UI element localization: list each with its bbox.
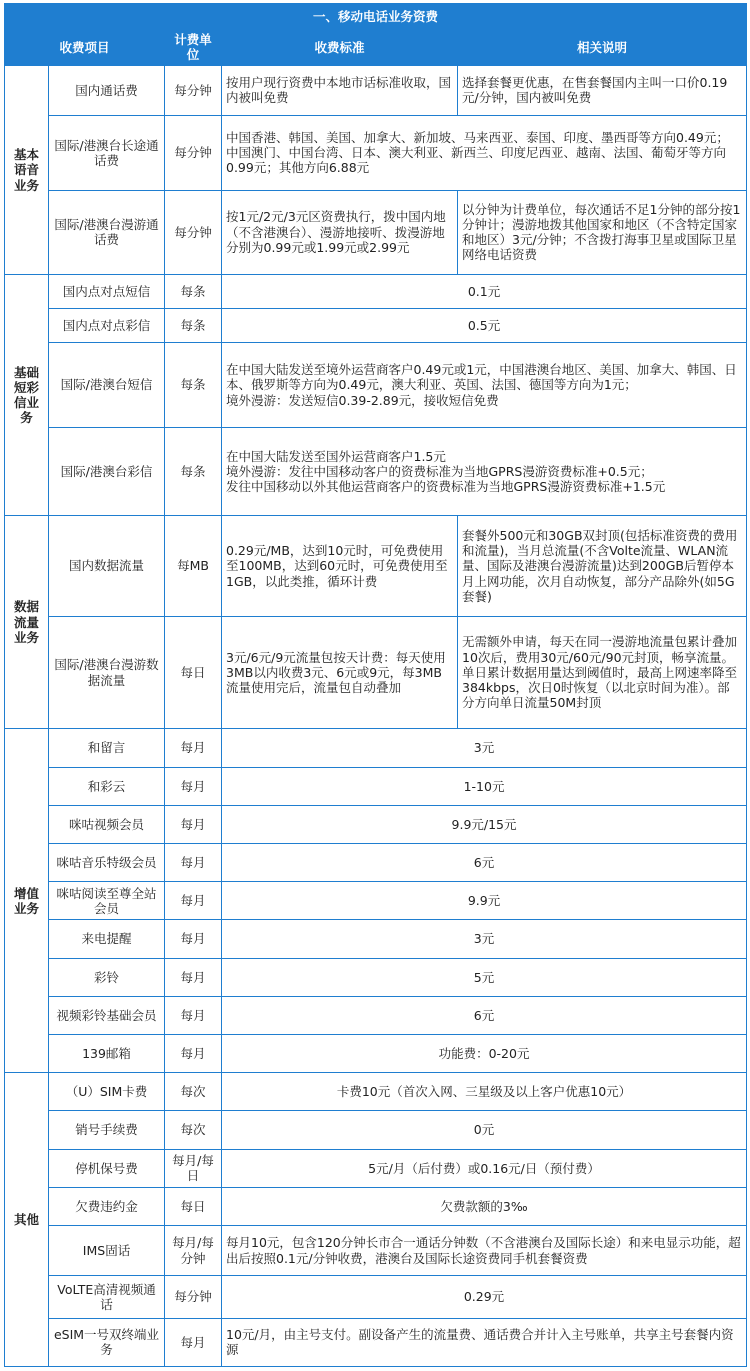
table-title: 一、移动电话业务资费 [5,4,747,30]
item-cell: eSIM一号双终端业务 [49,1318,165,1366]
header-row [5,30,747,66]
unit-cell: 每月 [165,805,222,843]
standard-cell: 9.9元 [222,882,747,920]
item-cell: 咪咕音乐特级会员 [49,844,165,882]
unit-cell: 每次 [165,1073,222,1111]
unit-cell: 每月 [165,1318,222,1366]
unit-cell: 每月 [165,920,222,958]
table-row [5,1187,747,1225]
header-standard: 收费标准 [222,30,458,66]
table-row [5,1073,747,1111]
table-row [5,309,747,343]
table-row [5,274,747,308]
standard-cell: 每月10元，包含120分钟长市合一通话分钟数（不含港澳台及国际长途）和来电显示功能，超出后按照0.1元/分钟收费，港澳台及国际长途资费同手机套餐资费 [222,1226,747,1276]
category-value-added: 增值业务 [5,729,49,1073]
item-cell: 国内通话费 [49,65,165,115]
header-note: 相关说明 [458,30,747,66]
item-cell: 国际/港澳台长途通话费 [49,116,165,190]
fee-table [4,3,747,1367]
table-row [5,805,747,843]
standard-cell: 1-10元 [222,767,747,805]
item-cell: 国际/港澳台漫游通话费 [49,190,165,274]
header-unit: 计费单位 [165,30,222,66]
table-row [5,729,747,767]
table-row [5,882,747,920]
note-cell: 套餐外500元和30GB双封顶(包括标准资费的费用和流量)，当月总流量(不含Volte流量、WLAN流量、国际及港澳台漫游流量)达到200GB后暂停本月上网功能，次月自动恢复，部分产品除外(如5G套餐) [458,516,747,617]
table-row [5,920,747,958]
item-cell: 国内点对点彩信 [49,309,165,343]
table-row [5,844,747,882]
unit-cell: 每日 [165,1187,222,1225]
unit-cell: 每分钟 [165,1276,222,1318]
table-row [5,616,747,729]
standard-cell: 0.5元 [222,309,747,343]
standard-cell: 5元 [222,958,747,996]
unit-cell: 每分钟 [165,65,222,115]
table-row [5,516,747,617]
unit-cell: 每次 [165,1111,222,1149]
unit-cell: 每条 [165,309,222,343]
standard-cell: 5元/月（后付费）或0.16元/日（预付费） [222,1149,747,1187]
title-row [5,4,747,30]
table-row [5,996,747,1034]
note-cell: 选择套餐更优惠，在售套餐国内主叫一口价0.19元/分钟，国内被叫免费 [458,65,747,115]
category-data: 数据流量业务 [5,516,49,729]
standard-cell: 0.1元 [222,274,747,308]
unit-cell: 每分钟 [165,190,222,274]
item-cell: 停机保号费 [49,1149,165,1187]
item-cell: 国内数据流量 [49,516,165,617]
unit-cell: 每分钟 [165,116,222,190]
item-cell: 139邮箱 [49,1035,165,1073]
standard-cell: 3元 [222,920,747,958]
table-row [5,65,747,115]
standard-cell: 在中国大陆发送至国外运营商客户1.5元 境外漫游：发往中国移动客户的资费标准为当地GPRS漫游资费标准+0.5元； 发往中国移动以外其他运营商客户的资费标准为当地GPRS漫游资费标准+1.5元 [222,427,747,515]
table-row [5,767,747,805]
category-sms-mms: 基础短彩信业务 [5,274,49,515]
unit-cell: 每月 [165,844,222,882]
note-cell: 以分钟为计费单位，每次通话不足1分钟的部分按1分钟计；漫游地拨其他国家和地区（不含特定国家和地区）3元/分钟；不含拨打海事卫星或国际卫星网络电话资费 [458,190,747,274]
table-row [5,1276,747,1318]
standard-cell: 0元 [222,1111,747,1149]
item-cell: 彩铃 [49,958,165,996]
standard-cell: 3元 [222,729,747,767]
table-row [5,427,747,515]
unit-cell: 每月 [165,958,222,996]
standard-cell: 功能费：0-20元 [222,1035,747,1073]
unit-cell: 每月 [165,729,222,767]
standard-cell: 3元/6元/9元流量包按天计费：每天使用3MB以内收费3元、6元或9元，每3MB流量使用完后，流量包自动叠加 [222,616,458,729]
item-cell: 和留言 [49,729,165,767]
item-cell: IMS固话 [49,1226,165,1276]
table-row [5,190,747,274]
item-cell: VoLTE高清视频通话 [49,1276,165,1318]
standard-cell: 6元 [222,996,747,1034]
unit-cell: 每MB [165,516,222,617]
unit-cell: 每月 [165,996,222,1034]
standard-cell: 按用户现行资费中本地市话标准收取，国内被叫免费 [222,65,458,115]
item-cell: 国际/港澳台漫游数据流量 [49,616,165,729]
table-row [5,1226,747,1276]
item-cell: （U）SIM卡费 [49,1073,165,1111]
table-row [5,1149,747,1187]
standard-cell: 0.29元/MB，达到10元时，可免费使用至100MB，达到60元时，可免费使用至1GB，以此类推，循环计费 [222,516,458,617]
item-cell: 咪咕视频会员 [49,805,165,843]
standard-cell: 10元/月，由主号支付。副设备产生的流量费、通话费合并计入主号账单，共享主号套餐内资源 [222,1318,747,1366]
item-cell: 国际/港澳台彩信 [49,427,165,515]
item-cell: 视频彩铃基础会员 [49,996,165,1034]
item-cell: 咪咕阅读至尊全站会员 [49,882,165,920]
item-cell: 销号手续费 [49,1111,165,1149]
unit-cell: 每月 [165,1035,222,1073]
standard-cell: 在中国大陆发送至境外运营商客户0.49元或1元，中国港澳台地区、美国、加拿大、韩国、日本、俄罗斯等方向为0.49元，澳大利亚、英国、法国、德国等方向为1元； 境外漫游：发送短信0.39-2.89元，接收短信免费 [222,343,747,427]
standard-cell: 欠费款额的3‰ [222,1187,747,1225]
unit-cell: 每月 [165,767,222,805]
table-row [5,116,747,190]
standard-cell: 9.9元/15元 [222,805,747,843]
item-cell: 欠费违约金 [49,1187,165,1225]
table-row [5,343,747,427]
table-row [5,1111,747,1149]
category-basic-voice: 基本语音业务 [5,65,49,274]
category-other: 其他 [5,1073,49,1367]
unit-cell: 每月/每日 [165,1149,222,1187]
item-cell: 国内点对点短信 [49,274,165,308]
unit-cell: 每月 [165,882,222,920]
standard-cell: 6元 [222,844,747,882]
standard-cell: 中国香港、韩国、美国、加拿大、新加坡、马来西亚、泰国、印度、墨西哥等方向0.49元； 中国澳门、中国台湾、日本、澳大利亚、新西兰、印度尼西亚、越南、法国、葡萄牙等方向0.99元；其他方向6.88元 [222,116,747,190]
unit-cell: 每日 [165,616,222,729]
unit-cell: 每条 [165,274,222,308]
standard-cell: 0.29元 [222,1276,747,1318]
unit-cell: 每条 [165,427,222,515]
unit-cell: 每月/每分钟 [165,1226,222,1276]
item-cell: 国际/港澳台短信 [49,343,165,427]
item-cell: 来电提醒 [49,920,165,958]
note-cell: 无需额外申请，每天在同一漫游地流量包累计叠加10次后，费用30元/60元/90元封顶，畅享流量。单日累计数据用量达到阈值时，最高上网速率降至384kbps，次日0时恢复（以北京时间为准）。部分方向单日流量50M封顶 [458,616,747,729]
table-row [5,1318,747,1366]
item-cell: 和彩云 [49,767,165,805]
standard-cell: 按1元/2元/3元区资费执行，拨中国内地（不含港澳台）、漫游地接听、拨漫游地分别为0.99元或1.99元或2.99元 [222,190,458,274]
unit-cell: 每条 [165,343,222,427]
table-row [5,1035,747,1073]
header-item: 收费项目 [5,30,165,66]
table-row [5,958,747,996]
standard-cell: 卡费10元（首次入网、三星级及以上客户优惠10元） [222,1073,747,1111]
